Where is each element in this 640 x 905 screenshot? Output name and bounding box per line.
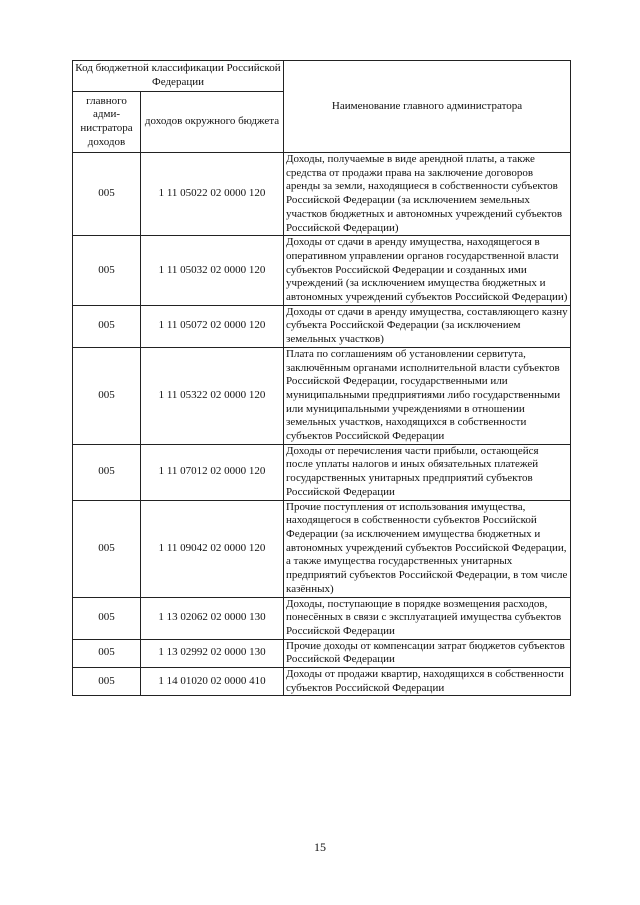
table-row xyxy=(73,639,571,667)
admin-code-cell: 005 xyxy=(73,153,141,236)
table-row xyxy=(73,153,571,236)
income-name-cell: Доходы от продажи квартир, находящихся в собственности субъектов Российской Федерации xyxy=(284,668,571,696)
admin-code-cell: 005 xyxy=(73,347,141,444)
table-row xyxy=(73,305,571,347)
table-row xyxy=(73,444,571,500)
income-name-cell: Доходы от сдачи в аренду имущества, находящегося в оперативном управлении органов государственной власти субъектов Российской Федерации и созданных ими учреждений (за исключением имущества бюджетных и автономных учреждений субъектов Российской Федерации) xyxy=(284,236,571,306)
header-code-group: Код бюджетной классификации Российской Федерации xyxy=(73,61,284,92)
header-admin-name: Наименование главного администратора xyxy=(284,61,571,153)
admin-code-cell: 005 xyxy=(73,668,141,696)
admin-code-cell: 005 xyxy=(73,639,141,667)
income-name-cell: Доходы от сдачи в аренду имущества, составляющего казну субъекта Российской Федерации (за исключением земельных участков) xyxy=(284,305,571,347)
table-row xyxy=(73,668,571,696)
table-row xyxy=(73,500,571,597)
income-name-cell: Доходы от перечисления части прибыли, остающейся после уплаты налогов и иных обязательных платежей государственных унитарных предприятий субъектов Российской Федерации xyxy=(284,444,571,500)
header-admin-code: главного адми-нистратора доходов xyxy=(73,92,141,153)
income-code-cell: 1 11 05032 02 0000 120 xyxy=(141,236,284,306)
admin-code-cell: 005 xyxy=(73,597,141,639)
income-name-cell: Доходы, поступающие в порядке возмещения расходов, понесённых в связи с эксплуатацией имущества субъектов Российской Федерации xyxy=(284,597,571,639)
header-income-code: доходов окружного бюджета xyxy=(141,92,284,153)
budget-classification-table xyxy=(72,60,571,696)
header-row xyxy=(73,61,571,92)
income-name-cell: Доходы, получаемые в виде арендной платы, а также средства от продажи права на заключение договоров аренды за земли, находящиеся в собственности субъектов Российской Федерации (за исключением земельных участков бюджетных и автономных учреждений субъектов Российской Федерации) xyxy=(284,153,571,236)
page-number: 15 xyxy=(314,840,326,854)
income-code-cell: 1 13 02992 02 0000 130 xyxy=(141,639,284,667)
income-code-cell: 1 14 01020 02 0000 410 xyxy=(141,668,284,696)
income-name-cell: Прочие поступления от использования имущества, находящегося в собственности субъектов Российской Федерации (за исключением имущества бюджетных и автономных учреждений субъектов Российской Федерации, а также имущества государственных унитарных предприятий субъектов Российской Федерации, в том числе казённых) xyxy=(284,500,571,597)
income-code-cell: 1 11 07012 02 0000 120 xyxy=(141,444,284,500)
income-code-cell: 1 11 05322 02 0000 120 xyxy=(141,347,284,444)
table-row xyxy=(73,597,571,639)
income-name-cell: Плата по соглашениям об установлении сервитута, заключённым органами исполнительной власти субъектов Российской Федерации, государственными или муниципальными предприятиями либо государственными или муниципальными учреждениями в отношении земельных участков, находящихся в собственности субъектов Российской Федерации xyxy=(284,347,571,444)
table-row xyxy=(73,347,571,444)
income-code-cell: 1 11 09042 02 0000 120 xyxy=(141,500,284,597)
admin-code-cell: 005 xyxy=(73,500,141,597)
admin-code-cell: 005 xyxy=(73,236,141,306)
income-code-cell: 1 11 05072 02 0000 120 xyxy=(141,305,284,347)
income-name-cell: Прочие доходы от компенсации затрат бюджетов субъектов Российской Федерации xyxy=(284,639,571,667)
admin-code-cell: 005 xyxy=(73,444,141,500)
income-code-cell: 1 13 02062 02 0000 130 xyxy=(141,597,284,639)
table-row xyxy=(73,236,571,306)
income-code-cell: 1 11 05022 02 0000 120 xyxy=(141,153,284,236)
admin-code-cell: 005 xyxy=(73,305,141,347)
